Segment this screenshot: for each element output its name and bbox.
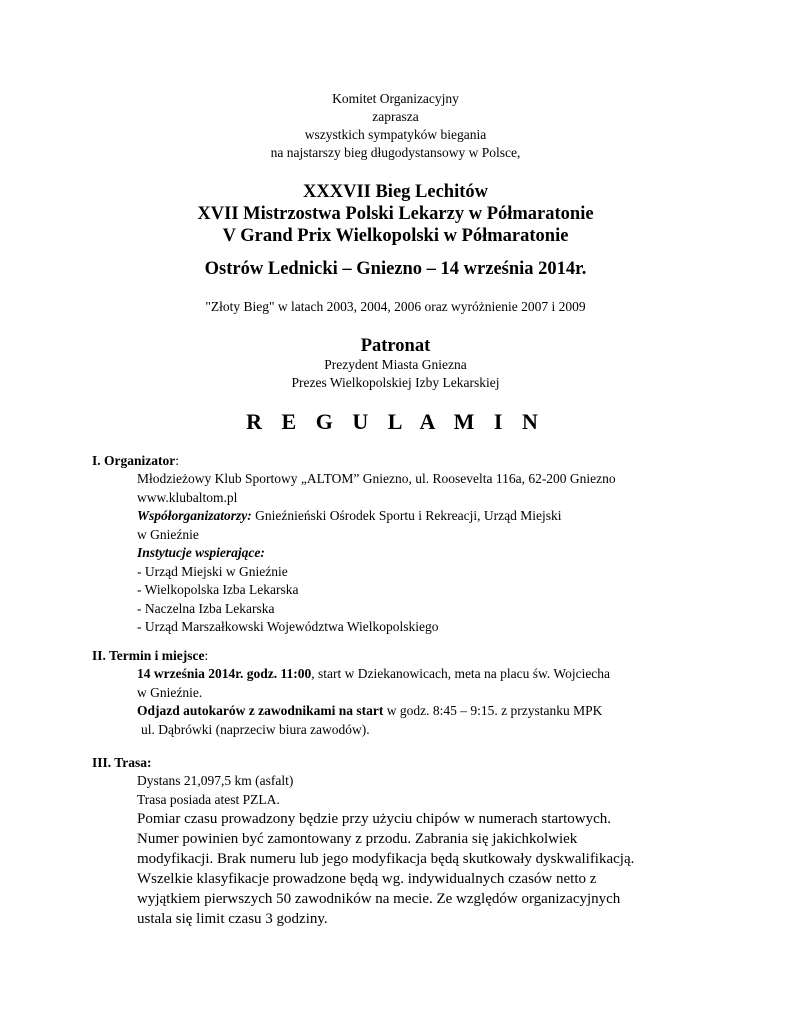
section-route-body	[137, 772, 698, 929]
patronage-list	[0, 356, 791, 392]
title-line-championship: XVII Mistrzostwa Polski Lekarzy w Półmaratonie	[197, 204, 594, 224]
event-place-date: Ostrów Lednicki – Gniezno – 14 września 2014r.	[204, 259, 587, 279]
section-organizer-body	[137, 470, 698, 637]
coorganizers-text-cont: w Gnieźnie	[137, 526, 199, 542]
section-date-body	[137, 665, 698, 739]
patronage-heading: Patronat	[360, 336, 431, 356]
classification-line: wyjątkiem pierwszych 50 zawodników na mecie. Ze względów organizacyjnych	[137, 891, 621, 907]
race-start-datetime: 14 września 2014r. godz. 11:00	[137, 666, 312, 681]
patronage-item: Prezes Wielkopolskiej Izby Lekarskiej	[291, 375, 500, 390]
bus-departure-info	[137, 702, 698, 721]
timing-line: Numer powinien być zamontowany z przodu. Zabrania się jakichkolwiek	[137, 831, 578, 847]
section-date-colon: :	[204, 648, 209, 663]
bus-departure-stop: ul. Dąbrówki (naprzeciw biura zawodów).	[141, 721, 370, 737]
timing-line: modyfikacji. Brak numeru lub jego modyfikacja będą skutkowały dyskwalifikacją.	[137, 851, 635, 867]
race-start-location: , start w Dziekanowicach, meta na placu św. Wojciecha	[311, 666, 611, 681]
supporter-item: - Naczelna Izba Lekarska	[137, 600, 275, 616]
organizer-website: www.klubaltom.pl	[137, 489, 238, 505]
coorganizers	[137, 507, 698, 526]
section-organizer-title: I. Organizator	[92, 453, 176, 468]
section-date-title: II. Termin i miejsce	[92, 648, 205, 663]
intro-line-event: na najstarszy bieg długodystansowy w Polsce,	[270, 145, 521, 160]
coorganizers-label: Współorganizatorzy:	[137, 508, 252, 523]
supporters-label: Instytucje wspierające:	[137, 545, 265, 560]
intro-line-audience: wszystkich sympatyków biegania	[304, 127, 487, 142]
race-start-info	[137, 665, 698, 684]
race-start-location-cont: w Gnieźnie.	[137, 684, 203, 700]
intro-line-invites: zaprasza	[372, 109, 419, 124]
regulations-heading: R E G U L A M I N	[246, 409, 545, 434]
section-route-heading: III. Trasa:	[92, 755, 152, 770]
classification-line: ustala się limit czasu 3 godziny.	[137, 911, 328, 927]
classification-line: Wszelkie klasyfikacje prowadzone będą wg. indywidualnych czasów netto z	[137, 871, 597, 887]
bus-departure-time: w godz. 8:45 – 9:15. z przystanku MPK	[383, 703, 603, 718]
organizer-club: Młodzieżowy Klub Sportowy „ALTOM” Gniezno, ul. Roosevelta 116a, 62-200 Gniezno	[137, 471, 616, 486]
patronage-item: Prezydent Miasta Gniezna	[324, 357, 467, 372]
invitation-text	[0, 90, 791, 162]
bus-departure-label: Odjazd autokarów z zawodnikami na start	[137, 703, 384, 718]
route-certificate: Trasa posiada atest PZLA.	[137, 791, 280, 807]
classification-paragraph	[137, 869, 698, 929]
supporter-item: - Urząd Miejski w Gnieźnie	[137, 563, 288, 579]
event-title	[0, 181, 791, 247]
timing-paragraph	[137, 809, 698, 869]
section-date-heading	[92, 648, 208, 664]
coorganizers-text: Gnieźnieński Ośrodek Sportu i Rekreacji, Urząd Miejski	[251, 508, 562, 523]
golden-run-note: "Złoty Bieg" w latach 2003, 2004, 2006 oraz wyróżnienie 2007 i 2009	[205, 299, 586, 314]
title-line-race: XXXVII Bieg Lechitów	[303, 182, 488, 202]
route-distance: Dystans 21,097,5 km (asfalt)	[137, 773, 294, 788]
section-organizer-colon: :	[175, 453, 180, 468]
supporter-item: - Wielkopolska Izba Lekarska	[137, 582, 299, 597]
title-line-grand-prix: V Grand Prix Wielkopolski w Półmaratonie	[222, 226, 569, 246]
supporter-item: - Urząd Marszałkowski Województwa Wielkopolskiego	[137, 619, 439, 634]
intro-line-committee: Komitet Organizacyjny	[332, 91, 459, 106]
timing-line: Pomiar czasu prowadzony będzie przy użyciu chipów w numerach startowych.	[137, 811, 612, 827]
section-organizer-heading	[92, 453, 179, 469]
